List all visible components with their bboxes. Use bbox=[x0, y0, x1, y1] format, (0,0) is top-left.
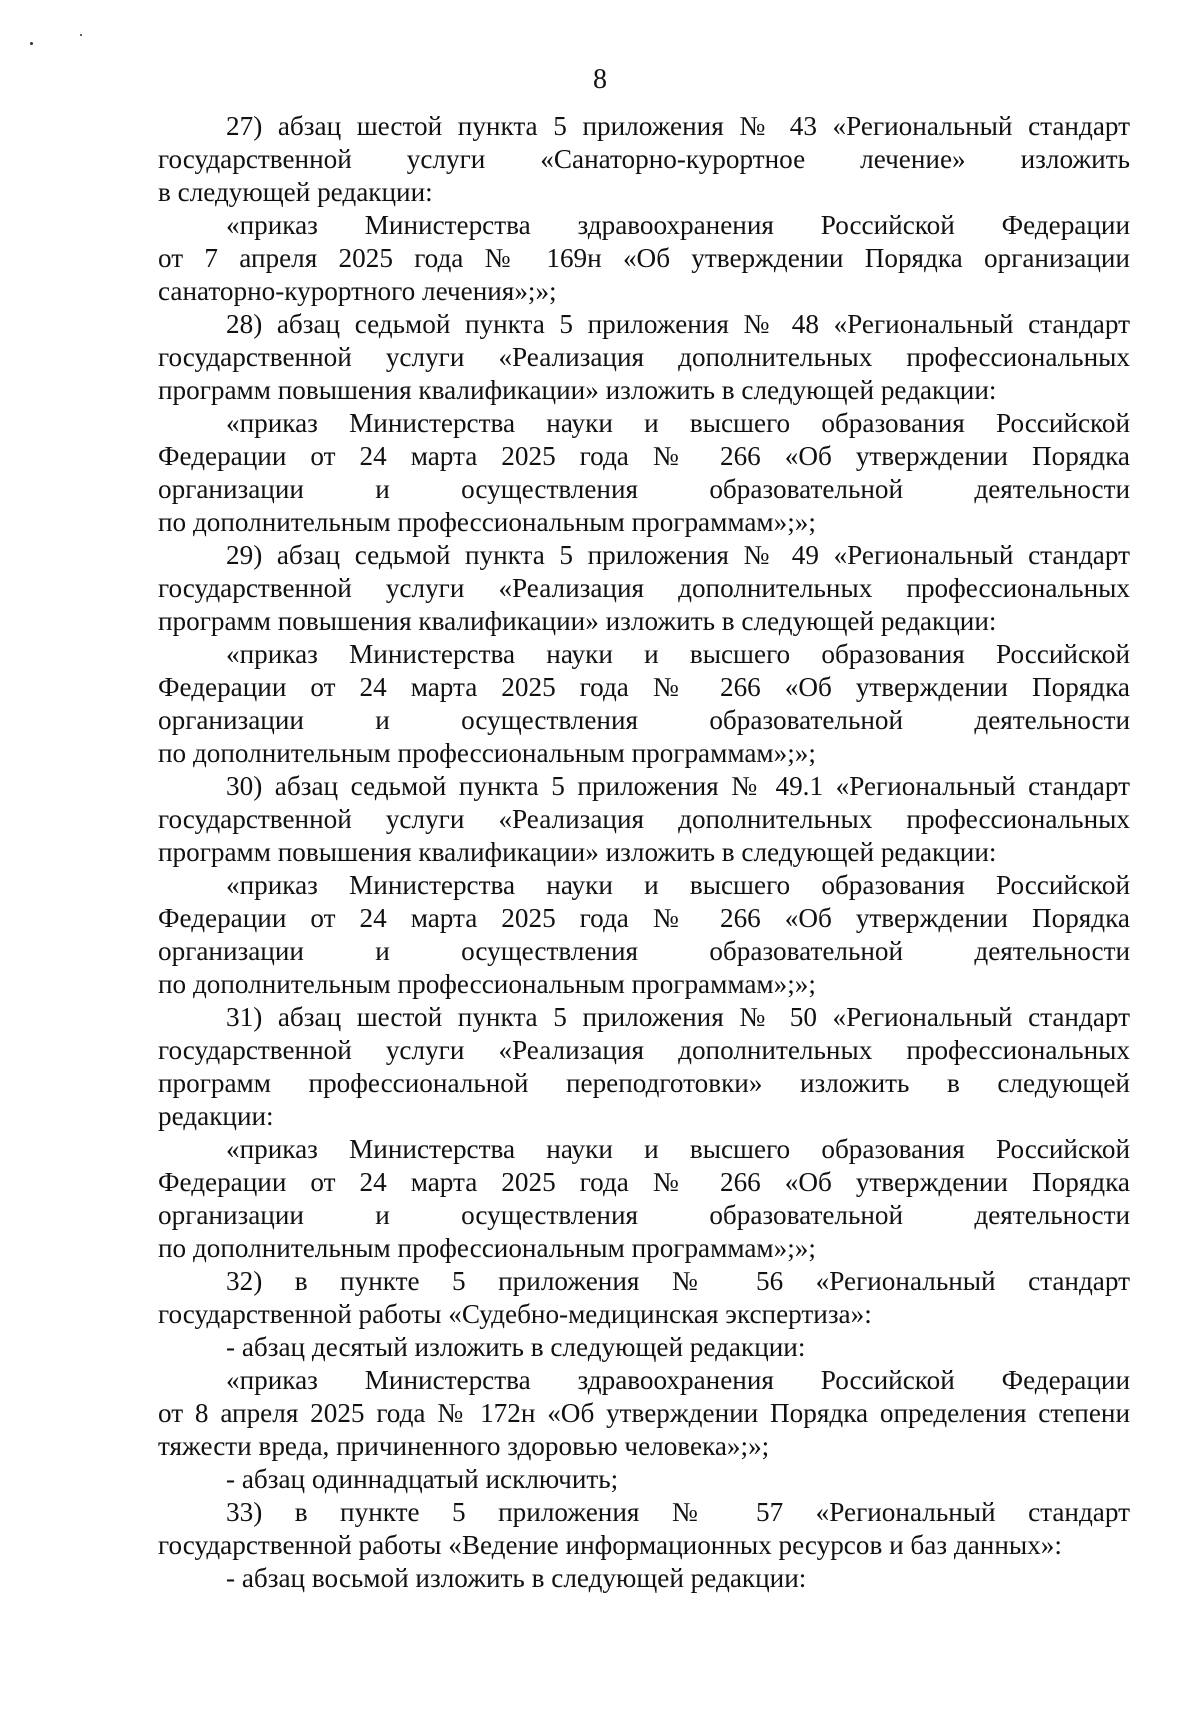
paragraph bbox=[158, 1133, 1130, 1265]
paragraph bbox=[158, 869, 1130, 1001]
paragraph bbox=[158, 770, 1130, 869]
text-line: «приказ Министерства науки и высшего образования Российской bbox=[226, 408, 1130, 438]
text-line: тяжести вреда, причиненного здоровью человека»;»; bbox=[158, 1431, 770, 1461]
text-line: государственной услуги «Реализация дополнительных профессиональных bbox=[158, 804, 1130, 834]
text-line: государственной услуги «Реализация дополнительных профессиональных bbox=[158, 573, 1130, 603]
document-body bbox=[158, 110, 1130, 1595]
text-line: - абзац восьмой изложить в следующей редакции: bbox=[226, 1563, 807, 1593]
text-line: Федерации от 24 марта 2025 года № 266 «Об утверждении Порядка bbox=[158, 1167, 1130, 1197]
text-line: организации и осуществления образовательной деятельности bbox=[158, 936, 1130, 966]
paragraph bbox=[158, 1331, 1130, 1364]
paragraph bbox=[158, 308, 1130, 407]
text-line: «приказ Министерства здравоохранения Российской Федерации bbox=[226, 1365, 1130, 1395]
text-line: по дополнительным профессиональным программам»;»; bbox=[158, 738, 816, 768]
text-line: санаторно-курортного лечения»;»; bbox=[158, 276, 557, 306]
text-line: организации и осуществления образовательной деятельности bbox=[158, 474, 1130, 504]
text-line: от 8 апреля 2025 года № 172н «Об утверждении Порядка определения степени bbox=[158, 1398, 1130, 1428]
text-line: организации и осуществления образовательной деятельности bbox=[158, 1200, 1130, 1230]
paragraph bbox=[158, 110, 1130, 209]
text-line: Федерации от 24 марта 2025 года № 266 «Об утверждении Порядка bbox=[158, 672, 1130, 702]
text-line: 31) абзац шестой пункта 5 приложения № 50 «Региональный стандарт bbox=[226, 1002, 1130, 1032]
text-line: программ профессиональной переподготовки» изложить в следующей bbox=[158, 1068, 1130, 1098]
paragraph bbox=[158, 539, 1130, 638]
text-line: государственной работы «Ведение информационных ресурсов и баз данных»: bbox=[158, 1530, 1062, 1560]
paragraph bbox=[158, 1001, 1130, 1133]
paragraph bbox=[158, 1265, 1130, 1331]
text-line: в следующей редакции: bbox=[158, 177, 433, 207]
text-line: 32) в пункте 5 приложения № 56 «Региональный стандарт bbox=[226, 1266, 1130, 1296]
text-line: «приказ Министерства науки и высшего образования Российской bbox=[226, 639, 1130, 669]
text-line: Федерации от 24 марта 2025 года № 266 «Об утверждении Порядка bbox=[158, 441, 1130, 471]
scan-speck bbox=[80, 34, 82, 36]
text-line: 29) абзац седьмой пункта 5 приложения № 49 «Региональный стандарт bbox=[226, 540, 1130, 570]
paragraph bbox=[158, 1463, 1130, 1496]
text-line: 27) абзац шестой пункта 5 приложения № 43 «Региональный стандарт bbox=[226, 111, 1130, 141]
paragraph bbox=[158, 638, 1130, 770]
text-line: «приказ Министерства науки и высшего образования Российской bbox=[226, 1134, 1130, 1164]
text-line: «приказ Министерства здравоохранения Российской Федерации bbox=[226, 210, 1130, 240]
paragraph bbox=[158, 1562, 1130, 1595]
text-line: - абзац одиннадцатый исключить; bbox=[226, 1464, 619, 1494]
text-line: организации и осуществления образовательной деятельности bbox=[158, 705, 1130, 735]
text-line: государственной услуги «Реализация дополнительных профессиональных bbox=[158, 342, 1130, 372]
text-line: 28) абзац седьмой пункта 5 приложения № 48 «Региональный стандарт bbox=[226, 309, 1130, 339]
text-line: программ повышения квалификации» изложить в следующей редакции: bbox=[158, 837, 997, 867]
text-line: от 7 апреля 2025 года № 169н «Об утверждении Порядка организации bbox=[158, 243, 1130, 273]
paragraph bbox=[158, 1364, 1130, 1463]
paragraph bbox=[158, 209, 1130, 308]
text-line: редакции: bbox=[158, 1101, 274, 1131]
text-line: 33) в пункте 5 приложения № 57 «Региональный стандарт bbox=[226, 1497, 1130, 1527]
text-line: 30) абзац седьмой пункта 5 приложения № 49.1 «Региональный стандарт bbox=[226, 771, 1130, 801]
text-line: государственной услуги «Санаторно-курортное лечение» изложить bbox=[158, 144, 1130, 174]
text-line: программ повышения квалификации» изложить в следующей редакции: bbox=[158, 375, 997, 405]
text-line: государственной услуги «Реализация дополнительных профессиональных bbox=[158, 1035, 1130, 1065]
scan-speck bbox=[30, 42, 33, 45]
text-line: «приказ Министерства науки и высшего образования Российской bbox=[226, 870, 1130, 900]
text-line: по дополнительным профессиональным программам»;»; bbox=[158, 969, 816, 999]
paragraph bbox=[158, 1496, 1130, 1562]
text-line: Федерации от 24 марта 2025 года № 266 «Об утверждении Порядка bbox=[158, 903, 1130, 933]
text-line: по дополнительным профессиональным программам»;»; bbox=[158, 507, 816, 537]
text-line: программ повышения квалификации» изложить в следующей редакции: bbox=[158, 606, 997, 636]
text-line: государственной работы «Судебно-медицинская экспертиза»: bbox=[158, 1299, 872, 1329]
text-line: по дополнительным профессиональным программам»;»; bbox=[158, 1233, 816, 1263]
paragraph bbox=[158, 407, 1130, 539]
text-line: - абзац десятый изложить в следующей редакции: bbox=[226, 1332, 806, 1362]
page-number: 8 bbox=[593, 64, 607, 95]
